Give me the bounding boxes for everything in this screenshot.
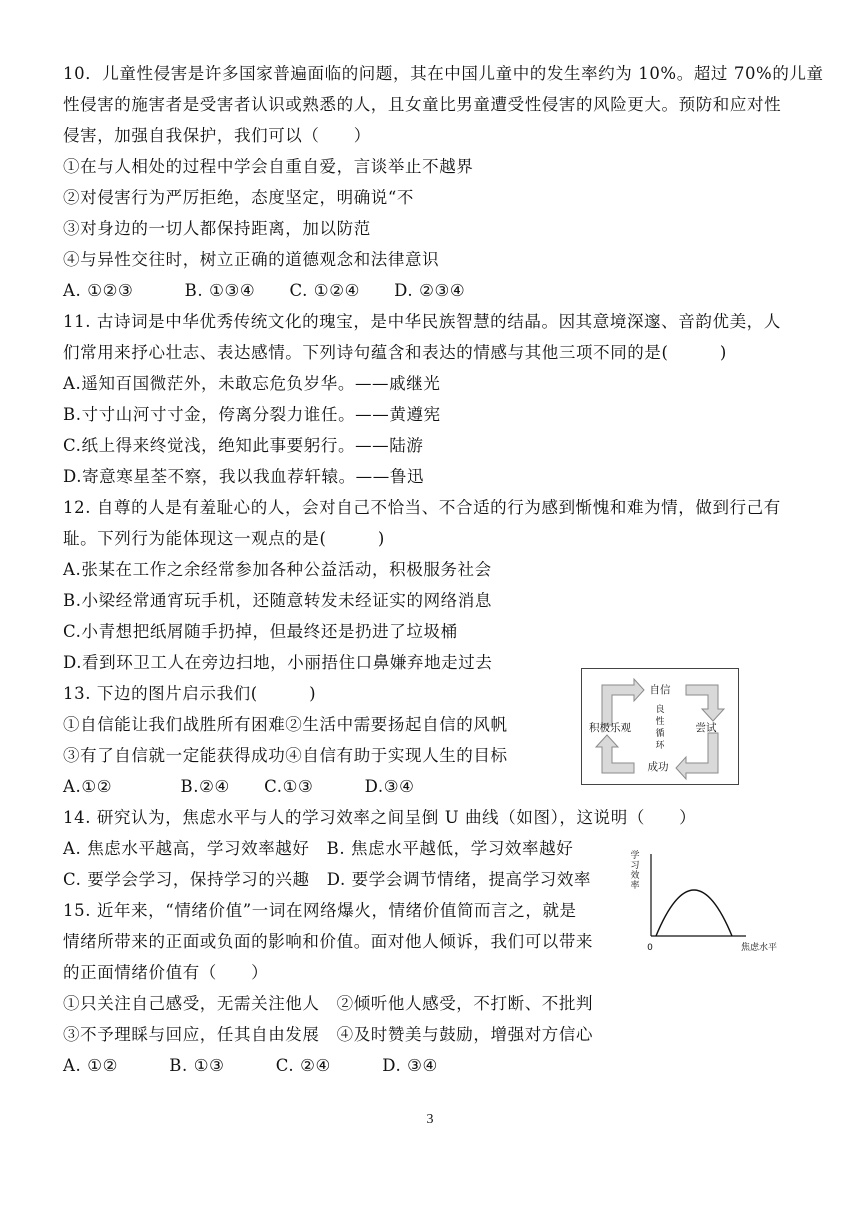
question-11-stem-line-2: 们常用来抒心壮志、表达感情。下列诗句蕴含和表达的情感与其他三项不同的是( ) bbox=[63, 343, 727, 362]
question-13-statements-3-4: ③有了自信就一定能获得成功④自信有助于实现人生的目标 bbox=[63, 746, 508, 765]
cycle-center-char-2: 性 bbox=[655, 717, 665, 727]
question-15-stem-line-3: 的正面情绪价值有（ ） bbox=[63, 963, 269, 982]
question-12-stem-line-2: 耻。下列行为能体现这一观点的是( ) bbox=[63, 529, 385, 548]
question-11-option-c: C.纸上得来终觉浅，绝知此事要躬行。——陆游 bbox=[63, 436, 424, 455]
cycle-center-char-3: 循 bbox=[655, 729, 665, 739]
question-15-statements-3-4: ③不予理睬与回应，任其自由发展 ④及时赞美与鼓励，增强对方信心 bbox=[63, 1025, 594, 1044]
cycle-label-right: 尝试 bbox=[695, 722, 717, 734]
cycle-diagram bbox=[582, 669, 738, 784]
y-axis-label-char-1: 学 bbox=[630, 851, 640, 861]
question-11-option-a: A.遥知百国微茫外，未敢忘危负岁华。——戚继光 bbox=[63, 374, 441, 393]
question-12-option-a: A.张某在工作之余经常参加各种公益活动，积极服务社会 bbox=[63, 560, 492, 579]
anxiety-efficiency-figure bbox=[628, 846, 788, 956]
question-11-stem-line-1: 11. 古诗词是中华优秀传统文化的瑰宝，是中华民族智慧的结晶。因其意境深邃、音韵优美，人 bbox=[63, 312, 781, 331]
cycle-label-bottom: 成功 bbox=[647, 761, 669, 773]
question-12-stem-line-1: 12. 自尊的人是有羞耻心的人，会对自己不恰当、不合适的行为感到惭愧和难为情，做到行己有 bbox=[63, 498, 781, 517]
question-10-stem-line-2: 性侵害的施害者是受害者认识或熟悉的人，且女童比男童遭受性侵害的风险更大。预防和应对性 bbox=[63, 95, 782, 114]
y-axis-label-char-3: 效 bbox=[630, 871, 640, 881]
question-10-stem-line-3: 侵害，加强自我保护，我们可以（ ） bbox=[63, 126, 371, 145]
cycle-center-char-4: 环 bbox=[655, 741, 665, 751]
question-10-options: A. ①②③ B. ①③④ C. ①②④ D. ②③④ bbox=[63, 281, 466, 300]
question-14-stem: 14. 研究认为，焦虑水平与人的学习效率之间呈倒 U 曲线（如图），这说明（ ） bbox=[63, 808, 697, 827]
inverted-u-chart bbox=[628, 846, 788, 956]
question-15-options: A. ①② B. ①③ C. ②④ D. ③④ bbox=[63, 1056, 438, 1075]
question-15-stem-line-1: 15. 近年来，“情绪价值”一词在网络爆火，情绪价值简而言之，就是 bbox=[63, 901, 577, 920]
origin-label: 0 bbox=[647, 943, 653, 953]
question-10-statement-4: ④与异性交往时，树立正确的道德观念和法律意识 bbox=[63, 250, 440, 269]
question-13-options: A.①② B.②④ C.①③ D.③④ bbox=[63, 777, 415, 796]
inverted-u-curve bbox=[656, 890, 732, 936]
cycle-arrow-bottom-left bbox=[596, 735, 634, 773]
y-axis-label-char-4: 率 bbox=[630, 881, 640, 891]
page-number: 3 bbox=[426, 1112, 434, 1127]
question-14-options-a-b: A. 焦虑水平越高，学习效率越好 B. 焦虑水平越低，学习效率越好 bbox=[63, 839, 574, 858]
question-12-option-c: C.小青想把纸屑随手扔掉，但最终还是扔进了垃圾桶 bbox=[63, 622, 458, 641]
confidence-cycle-figure bbox=[581, 668, 739, 785]
question-10-statement-1: ①在与人相处的过程中学会自重自爱，言谈举止不越界 bbox=[63, 157, 474, 176]
question-10-stem-line-1: 10．儿童性侵害是许多国家普遍面临的问题，其在中国儿童中的发生率约为 10%。超过 70%的儿童 bbox=[63, 64, 824, 83]
question-13-statements-1-2: ①自信能让我们战胜所有困难②生活中需要扬起自信的风帆 bbox=[63, 715, 508, 734]
cycle-label-top: 自信 bbox=[649, 684, 671, 696]
cycle-arrow-top-left bbox=[602, 679, 644, 725]
question-13-stem: 13. 下边的图片启示我们( ) bbox=[63, 684, 317, 703]
question-11-option-b: B.寸寸山河寸寸金，侉离分裂力谁任。——黄遵宪 bbox=[63, 405, 441, 424]
question-14-options-c-d: C. 要学会学习，保持学习的兴趣 D. 要学会调节情绪，提高学习效率 bbox=[63, 870, 592, 889]
cycle-label-left: 积极乐观 bbox=[589, 722, 631, 734]
y-axis-label-char-2: 习 bbox=[630, 861, 640, 871]
cycle-center-char-1: 良 bbox=[655, 705, 665, 715]
question-11-option-d: D.寄意寒星荃不察，我以我血荐轩辕。——鲁迅 bbox=[63, 467, 425, 486]
question-15-stem-line-2: 情绪所带来的正面或负面的影响和价值。面对他人倾诉，我们可以带来 bbox=[63, 932, 594, 951]
cycle-arrow-top-right bbox=[686, 685, 724, 721]
question-15-statements-1-2: ①只关注自己感受，无需关注他人 ②倾听他人感受，不打断、不批判 bbox=[63, 994, 594, 1013]
question-12-option-b: B.小梁经常通宵玩手机，还随意转发未经证实的网络消息 bbox=[63, 591, 492, 610]
x-axis-label: 焦虑水平 bbox=[740, 943, 778, 953]
question-10-statement-2: ②对侵害行为严厉拒绝，态度坚定，明确说“不 bbox=[63, 188, 415, 207]
question-12-option-d: D.看到环卫工人在旁边扫地，小丽捂住口鼻嫌弃地走过去 bbox=[63, 653, 493, 672]
question-10-statement-3: ③对身边的一切人都保持距离，加以防范 bbox=[63, 219, 371, 238]
cycle-arrow-bottom-right bbox=[676, 733, 718, 779]
